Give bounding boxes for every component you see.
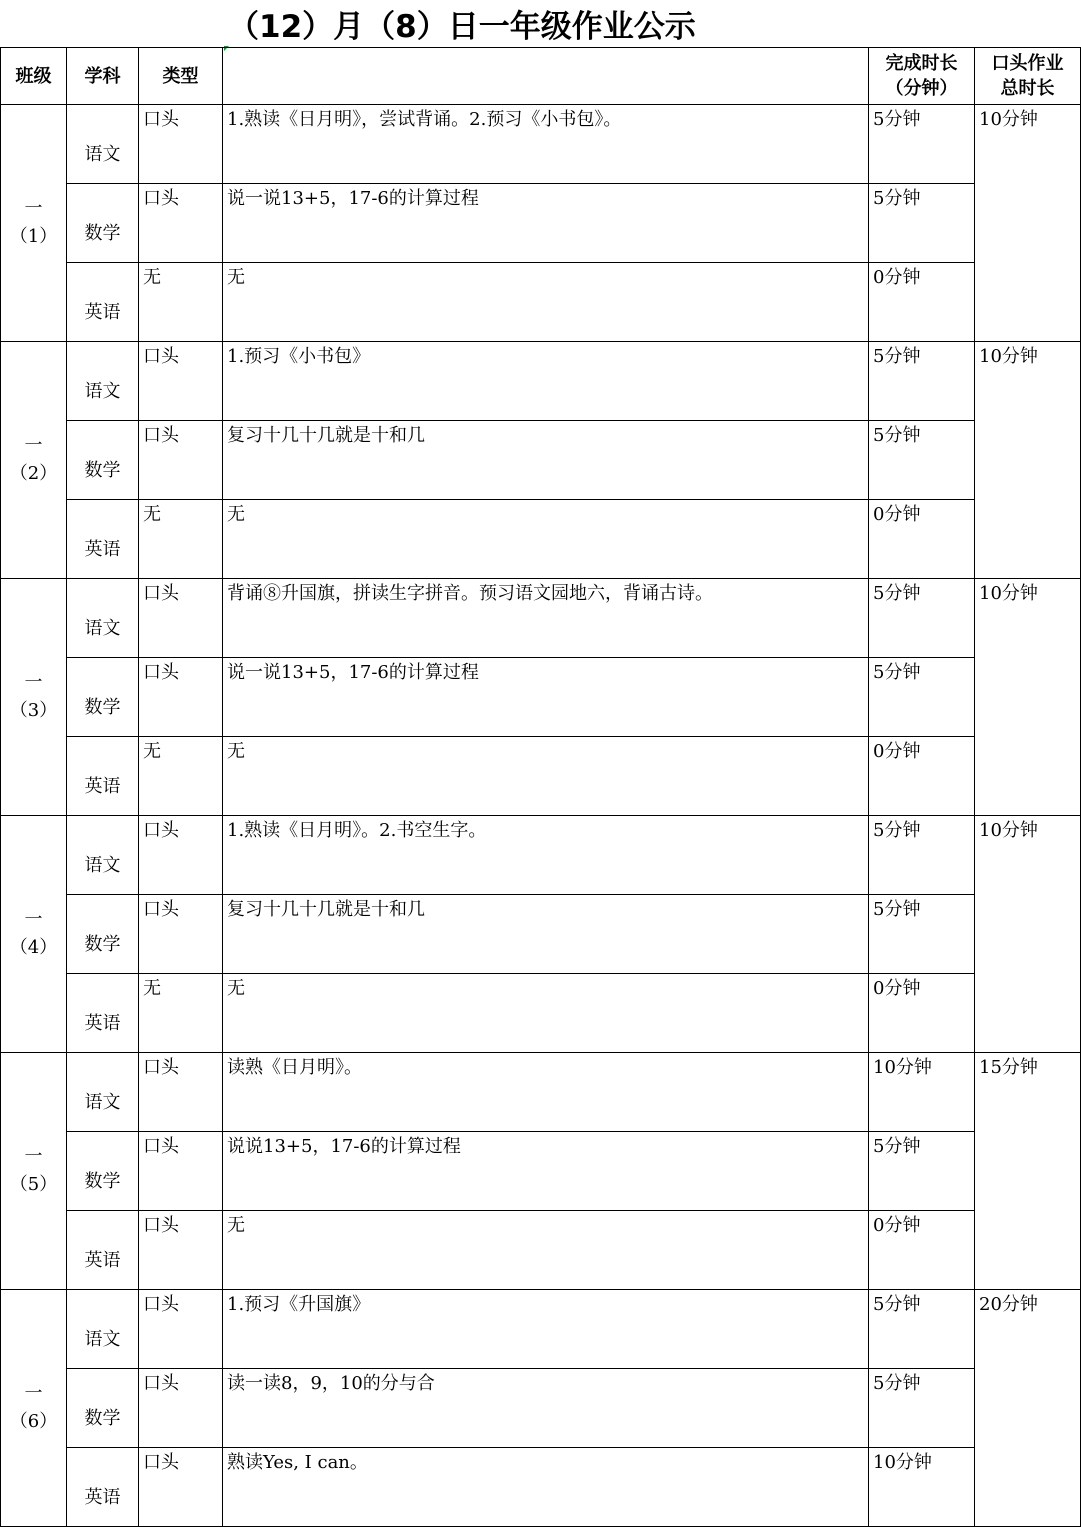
total-duration-cell: 10分钟	[975, 579, 1081, 816]
class-grade: 一	[24, 1383, 43, 1404]
class-grade: 一	[24, 909, 43, 930]
total-duration-cell: 10分钟	[975, 342, 1081, 579]
class-cell	[1, 1290, 67, 1527]
duration-cell: 0分钟	[869, 1211, 975, 1290]
header-total-line1: 口头作业	[991, 53, 1064, 74]
class-grade: 一	[24, 1146, 43, 1167]
type-cell: 口头	[139, 184, 223, 263]
type-cell: 口头	[139, 421, 223, 500]
table-row	[1, 895, 1081, 974]
content-cell: 说说13+5，17-6的计算过程	[223, 1132, 869, 1211]
homework-table	[0, 47, 1081, 1527]
content-cell: 无	[223, 1211, 869, 1290]
class-cell	[1, 579, 67, 816]
class-number: （4）	[9, 937, 58, 958]
table-row	[1, 342, 1081, 421]
duration-cell: 0分钟	[869, 263, 975, 342]
content-cell: 复习十几十几就是十和几	[223, 421, 869, 500]
content-cell: 1.熟读《日月明》。2.书空生字。	[223, 816, 869, 895]
class-number: （6）	[9, 1411, 58, 1432]
duration-cell: 5分钟	[869, 1290, 975, 1369]
header-type: 类型	[139, 48, 223, 105]
class-cell	[1, 816, 67, 1053]
content-cell: 无	[223, 974, 869, 1053]
duration-cell: 5分钟	[869, 105, 975, 184]
total-duration-cell: 20分钟	[975, 1290, 1081, 1527]
class-number: （2）	[9, 463, 58, 484]
duration-cell: 5分钟	[869, 1132, 975, 1211]
page-title	[0, 0, 1081, 48]
title-text: （12）月（8）日一年级作业公示	[228, 9, 696, 45]
table-row	[1, 1053, 1081, 1132]
content-cell: 背诵⑧升国旗，拼读生字拼音。预习语文园地六，背诵古诗。	[223, 579, 869, 658]
subject-cell: 英语	[67, 263, 139, 342]
table-row	[1, 1448, 1081, 1527]
duration-cell: 5分钟	[869, 1369, 975, 1448]
content-cell: 无	[223, 737, 869, 816]
total-duration-cell: 10分钟	[975, 816, 1081, 1053]
subject-cell: 数学	[67, 184, 139, 263]
subject-cell: 语文	[67, 816, 139, 895]
content-cell: 1.预习《小书包》	[223, 342, 869, 421]
type-cell: 无	[139, 263, 223, 342]
class-cell	[1, 1053, 67, 1290]
table-row	[1, 658, 1081, 737]
class-grade: 一	[24, 435, 43, 456]
subject-cell: 数学	[67, 658, 139, 737]
subject-cell: 数学	[67, 1369, 139, 1448]
table-row	[1, 263, 1081, 342]
subject-cell: 英语	[67, 500, 139, 579]
class-grade: 一	[24, 198, 43, 219]
content-cell: 读熟《日月明》。	[223, 1053, 869, 1132]
header-total	[975, 48, 1081, 105]
header-total-line2: 总时长	[1000, 78, 1055, 99]
header-duration-line1: 完成时长	[885, 53, 958, 74]
type-cell: 口头	[139, 1211, 223, 1290]
table-body	[1, 105, 1081, 1527]
duration-cell: 5分钟	[869, 658, 975, 737]
table-row	[1, 579, 1081, 658]
table-row	[1, 816, 1081, 895]
table-row	[1, 500, 1081, 579]
duration-cell: 10分钟	[869, 1448, 975, 1527]
class-number: （1）	[9, 226, 58, 247]
type-cell: 口头	[139, 895, 223, 974]
subject-cell: 英语	[67, 737, 139, 816]
table-row	[1, 1132, 1081, 1211]
subject-cell: 英语	[67, 1211, 139, 1290]
header-class: 班级	[1, 48, 67, 105]
header-duration-line2: （分钟）	[885, 78, 958, 99]
content-cell: 熟读Yes, I can。	[223, 1448, 869, 1527]
table-row	[1, 184, 1081, 263]
duration-cell: 0分钟	[869, 974, 975, 1053]
duration-cell: 5分钟	[869, 421, 975, 500]
content-cell: 说一说13+5，17-6的计算过程	[223, 184, 869, 263]
type-cell: 无	[139, 737, 223, 816]
class-number: （3）	[9, 700, 58, 721]
type-cell: 口头	[139, 579, 223, 658]
subject-cell: 语文	[67, 579, 139, 658]
subject-cell: 语文	[67, 1290, 139, 1369]
table-row	[1, 421, 1081, 500]
duration-cell: 5分钟	[869, 184, 975, 263]
type-cell: 口头	[139, 342, 223, 421]
class-cell	[1, 105, 67, 342]
content-cell: 读一读8，9，10的分与合	[223, 1369, 869, 1448]
type-cell: 口头	[139, 105, 223, 184]
type-cell: 无	[139, 974, 223, 1053]
content-cell: 1.熟读《日月明》，尝试背诵。2.预习《小书包》。	[223, 105, 869, 184]
table-row	[1, 737, 1081, 816]
type-cell: 口头	[139, 658, 223, 737]
total-duration-cell: 15分钟	[975, 1053, 1081, 1290]
type-cell: 口头	[139, 1448, 223, 1527]
content-cell: 1.预习《升国旗》	[223, 1290, 869, 1369]
type-cell: 口头	[139, 1369, 223, 1448]
subject-cell: 数学	[67, 895, 139, 974]
type-cell: 口头	[139, 1053, 223, 1132]
duration-cell: 10分钟	[869, 1053, 975, 1132]
total-duration-cell: 10分钟	[975, 105, 1081, 342]
type-cell: 无	[139, 500, 223, 579]
type-cell: 口头	[139, 816, 223, 895]
table-row	[1, 105, 1081, 184]
subject-cell: 英语	[67, 974, 139, 1053]
subject-cell: 数学	[67, 421, 139, 500]
table-row	[1, 974, 1081, 1053]
duration-cell: 5分钟	[869, 579, 975, 658]
class-number: （5）	[9, 1174, 58, 1195]
header-subject: 学科	[67, 48, 139, 105]
table-row	[1, 1369, 1081, 1448]
header-row	[1, 48, 1081, 105]
header-content	[223, 48, 869, 105]
subject-cell: 数学	[67, 1132, 139, 1211]
content-cell: 无	[223, 263, 869, 342]
content-cell: 无	[223, 500, 869, 579]
header-duration	[869, 48, 975, 105]
class-grade: 一	[24, 672, 43, 693]
subject-cell: 语文	[67, 1053, 139, 1132]
content-cell: 说一说13+5，17-6的计算过程	[223, 658, 869, 737]
subject-cell: 语文	[67, 342, 139, 421]
type-cell: 口头	[139, 1132, 223, 1211]
duration-cell: 0分钟	[869, 500, 975, 579]
content-cell: 复习十几十几就是十和几	[223, 895, 869, 974]
subject-cell: 英语	[67, 1448, 139, 1527]
type-cell: 口头	[139, 1290, 223, 1369]
duration-cell: 5分钟	[869, 895, 975, 974]
table-row	[1, 1290, 1081, 1369]
class-cell	[1, 342, 67, 579]
duration-cell: 5分钟	[869, 342, 975, 421]
duration-cell: 5分钟	[869, 816, 975, 895]
table-row	[1, 1211, 1081, 1290]
duration-cell: 0分钟	[869, 737, 975, 816]
subject-cell: 语文	[67, 105, 139, 184]
